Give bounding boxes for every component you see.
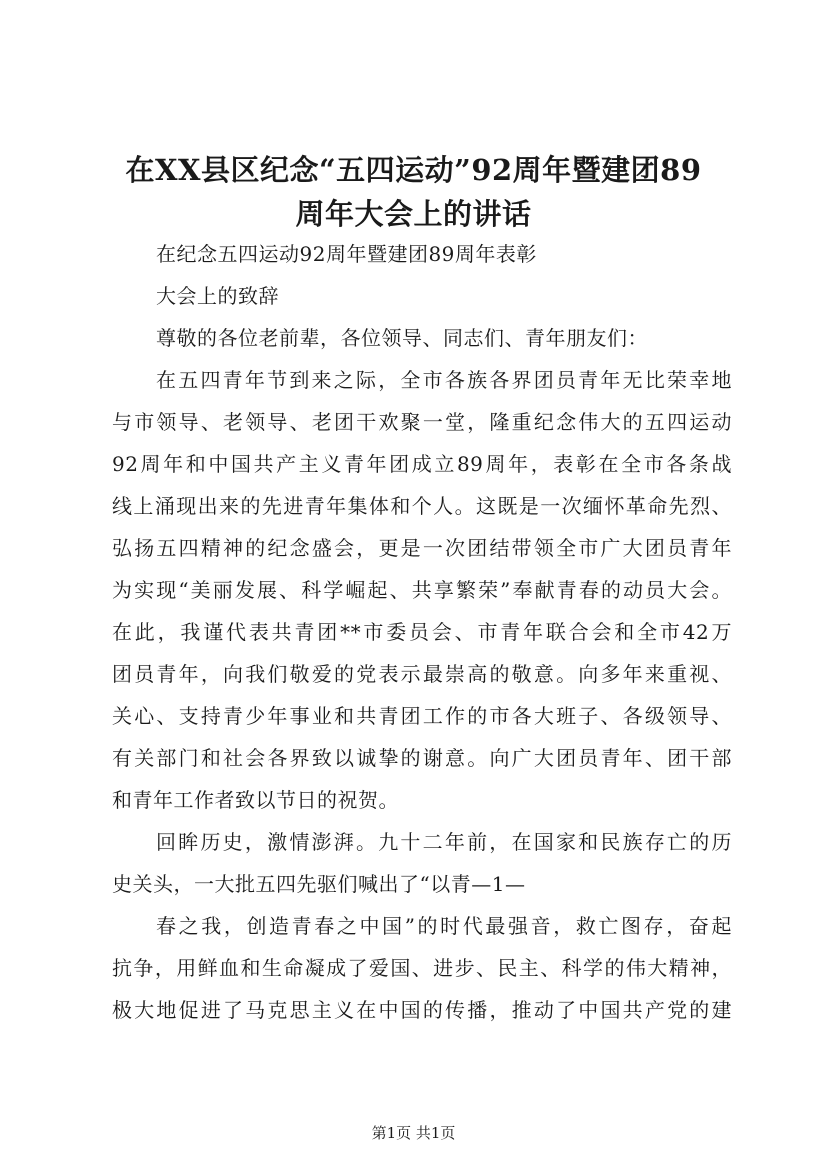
- paragraph-1-line: 有关部门和社会各界致以诚挚的谢意。向广大团员青年、团干部: [112, 746, 732, 770]
- document-title-line-2: 周年大会上的讲话: [295, 197, 532, 231]
- paragraph-2-line: 史关头，一大批五四先驱们喊出了“以青—1—: [112, 872, 526, 896]
- document-title-line-1: 在XX县区纪念“五四运动”92周年暨建团89: [125, 153, 702, 187]
- paragraph-3-line: 春之我，创造青春之中国”的时代最强音，救亡图存，奋起: [156, 914, 732, 938]
- paragraph-1-line: 与市领导、老领导、老团干欢聚一堂，隆重纪念伟大的五四运动: [112, 410, 732, 434]
- paragraph-1-line: 弘扬五四精神的纪念盛会，更是一次团结带领全市广大团员青年: [112, 536, 732, 560]
- subtitle-line-1: 在纪念五四运动92周年暨建团89周年表彰: [156, 242, 537, 266]
- paragraph-1-line: 为实现“美丽发展、科学崛起、共享繁荣”奉献青春的动员大会。: [112, 578, 732, 602]
- salutation: 尊敬的各位老前辈，各位领导、同志们、青年朋友们：: [156, 326, 648, 350]
- paragraph-1-line: 92周年和中国共产主义青年团成立89周年，表彰在全市各条战: [112, 452, 732, 476]
- paragraph-2-line: 回眸历史，激情澎湃。九十二年前，在国家和民族存亡的历: [156, 830, 732, 854]
- page-number-footer: 第1页 共1页: [371, 1124, 456, 1142]
- paragraph-1-line: 和青年工作者致以节日的祝贺。: [112, 788, 399, 812]
- paragraph-1-line: 在五四青年节到来之际，全市各族各界团员青年无比荣幸地: [156, 368, 732, 392]
- paragraph-1-line: 线上涌现出来的先进青年集体和个人。这既是一次缅怀革命先烈、: [112, 494, 732, 518]
- paragraph-1-line: 关心、支持青少年事业和共青团工作的市各大班子、各级领导、: [112, 704, 732, 728]
- paragraph-3-line: 极大地促进了马克思主义在中国的传播，推动了中国共产党的建: [112, 998, 732, 1022]
- paragraph-1-line: 团员青年，向我们敬爱的党表示最崇高的敬意。向多年来重视、: [112, 662, 732, 686]
- paragraph-1-line: 在此，我谨代表共青团**市委员会、市青年联合会和全市42万: [112, 620, 732, 644]
- subtitle-line-2: 大会上的致辞: [156, 284, 279, 308]
- paragraph-3-line: 抗争，用鲜血和生命凝成了爱国、进步、民主、科学的伟大精神，: [112, 956, 732, 980]
